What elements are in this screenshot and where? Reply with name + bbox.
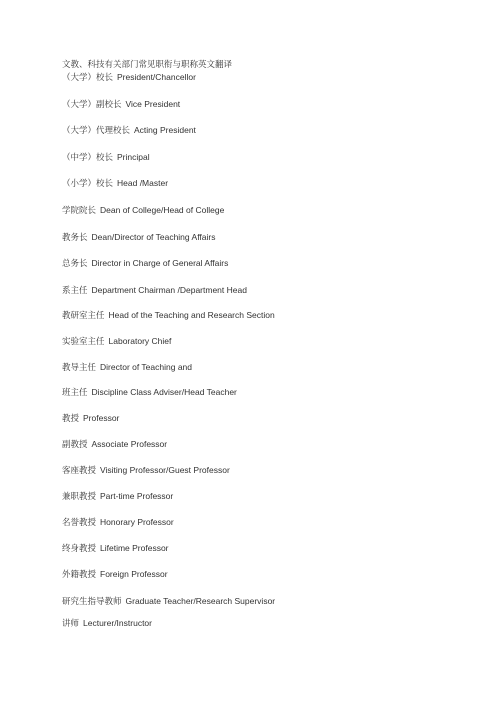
entry-line: [62, 360, 192, 372]
entry-chinese: 实验室主任: [62, 337, 105, 347]
entry-line: [62, 411, 119, 423]
entry-line: [62, 308, 275, 320]
entry-english: Visiting Professor/Guest Professor: [100, 465, 230, 475]
entry-english: Head /Master: [117, 178, 169, 188]
entry-chinese: 兼职教授: [62, 492, 97, 502]
document-title: 文教、科技有关部门常见职衔与职称英文翻译: [62, 60, 233, 70]
entry-english: Dean/Director of Teaching Affairs: [91, 232, 216, 242]
entry-chinese: （中学）校长: [62, 153, 114, 163]
entry-chinese: 研究生指导教师: [62, 597, 122, 607]
entry-line: [62, 150, 150, 162]
entry-chinese: 系主任: [62, 286, 88, 296]
entry-english: Director in Charge of General Affairs: [91, 258, 229, 268]
entry-chinese: 副教授: [62, 440, 88, 450]
entry-chinese: 客座教授: [62, 466, 97, 476]
entry-chinese: 终身教授: [62, 544, 97, 554]
entry-chinese: 教务长: [62, 233, 88, 243]
entry-english: Principal: [117, 152, 150, 162]
entry-english: Lecturer/Instructor: [83, 618, 152, 628]
entry-line: [62, 594, 275, 606]
entry-line: [62, 334, 171, 346]
entry-english: Graduate Teacher/Research Supervisor: [125, 596, 276, 606]
entry-line: [62, 230, 215, 242]
entry-line: [62, 203, 224, 215]
entry-chinese: 教导主任: [62, 363, 97, 373]
entry-english: Dean of College/Head of College: [100, 205, 225, 215]
entry-chinese: 外籍教授: [62, 570, 97, 580]
entry-english: Lifetime Professor: [100, 543, 169, 553]
entry-english: Foreign Professor: [100, 569, 168, 579]
entry-english: Discipline Class Adviser/Head Teacher: [91, 387, 237, 397]
entry-chinese: 班主任: [62, 388, 88, 398]
entry-english: Part-time Professor: [100, 491, 174, 501]
entry-chinese: 学院院长: [62, 206, 97, 216]
entry-line: [62, 437, 167, 449]
entry-line: [62, 176, 168, 188]
entry-line: [62, 515, 174, 527]
entry-line: [62, 385, 237, 397]
entry-line: [62, 283, 247, 295]
entry-english: Head of the Teaching and Research Section: [108, 310, 275, 320]
entry-english: Associate Professor: [91, 439, 168, 449]
entry-chinese: 名誉教授: [62, 518, 97, 528]
entry-line: [62, 541, 169, 553]
entry-english: Laboratory Chief: [108, 336, 172, 346]
entry-chinese: （大学）副校长: [62, 100, 122, 110]
entry-english: Acting President: [134, 125, 196, 135]
entry-line: [62, 616, 152, 628]
entry-english: Professor: [83, 413, 120, 423]
entry-english: Director of Teaching and: [100, 362, 192, 372]
entry-chinese: 讲师: [62, 619, 80, 629]
entry-line: [62, 70, 196, 82]
entry-line: [62, 489, 173, 501]
entry-chinese: 教研室主任: [62, 311, 105, 321]
entry-english: Department Chairman /Department Head: [91, 285, 247, 295]
entry-line: [62, 463, 230, 475]
entry-line: [62, 97, 180, 109]
entry-chinese: （大学）代理校长: [62, 126, 131, 136]
entry-chinese: 教授: [62, 414, 80, 424]
entry-chinese: （大学）校长: [62, 73, 114, 83]
entry-english: President/Chancellor: [117, 72, 196, 82]
entry-line: [62, 567, 168, 579]
entry-line: [62, 256, 228, 268]
entry-english: Vice President: [125, 99, 181, 109]
entry-chinese: （小学）校长: [62, 179, 114, 189]
entry-chinese: 总务长: [62, 259, 88, 269]
entry-line: [62, 123, 196, 135]
entry-english: Honorary Professor: [100, 517, 174, 527]
